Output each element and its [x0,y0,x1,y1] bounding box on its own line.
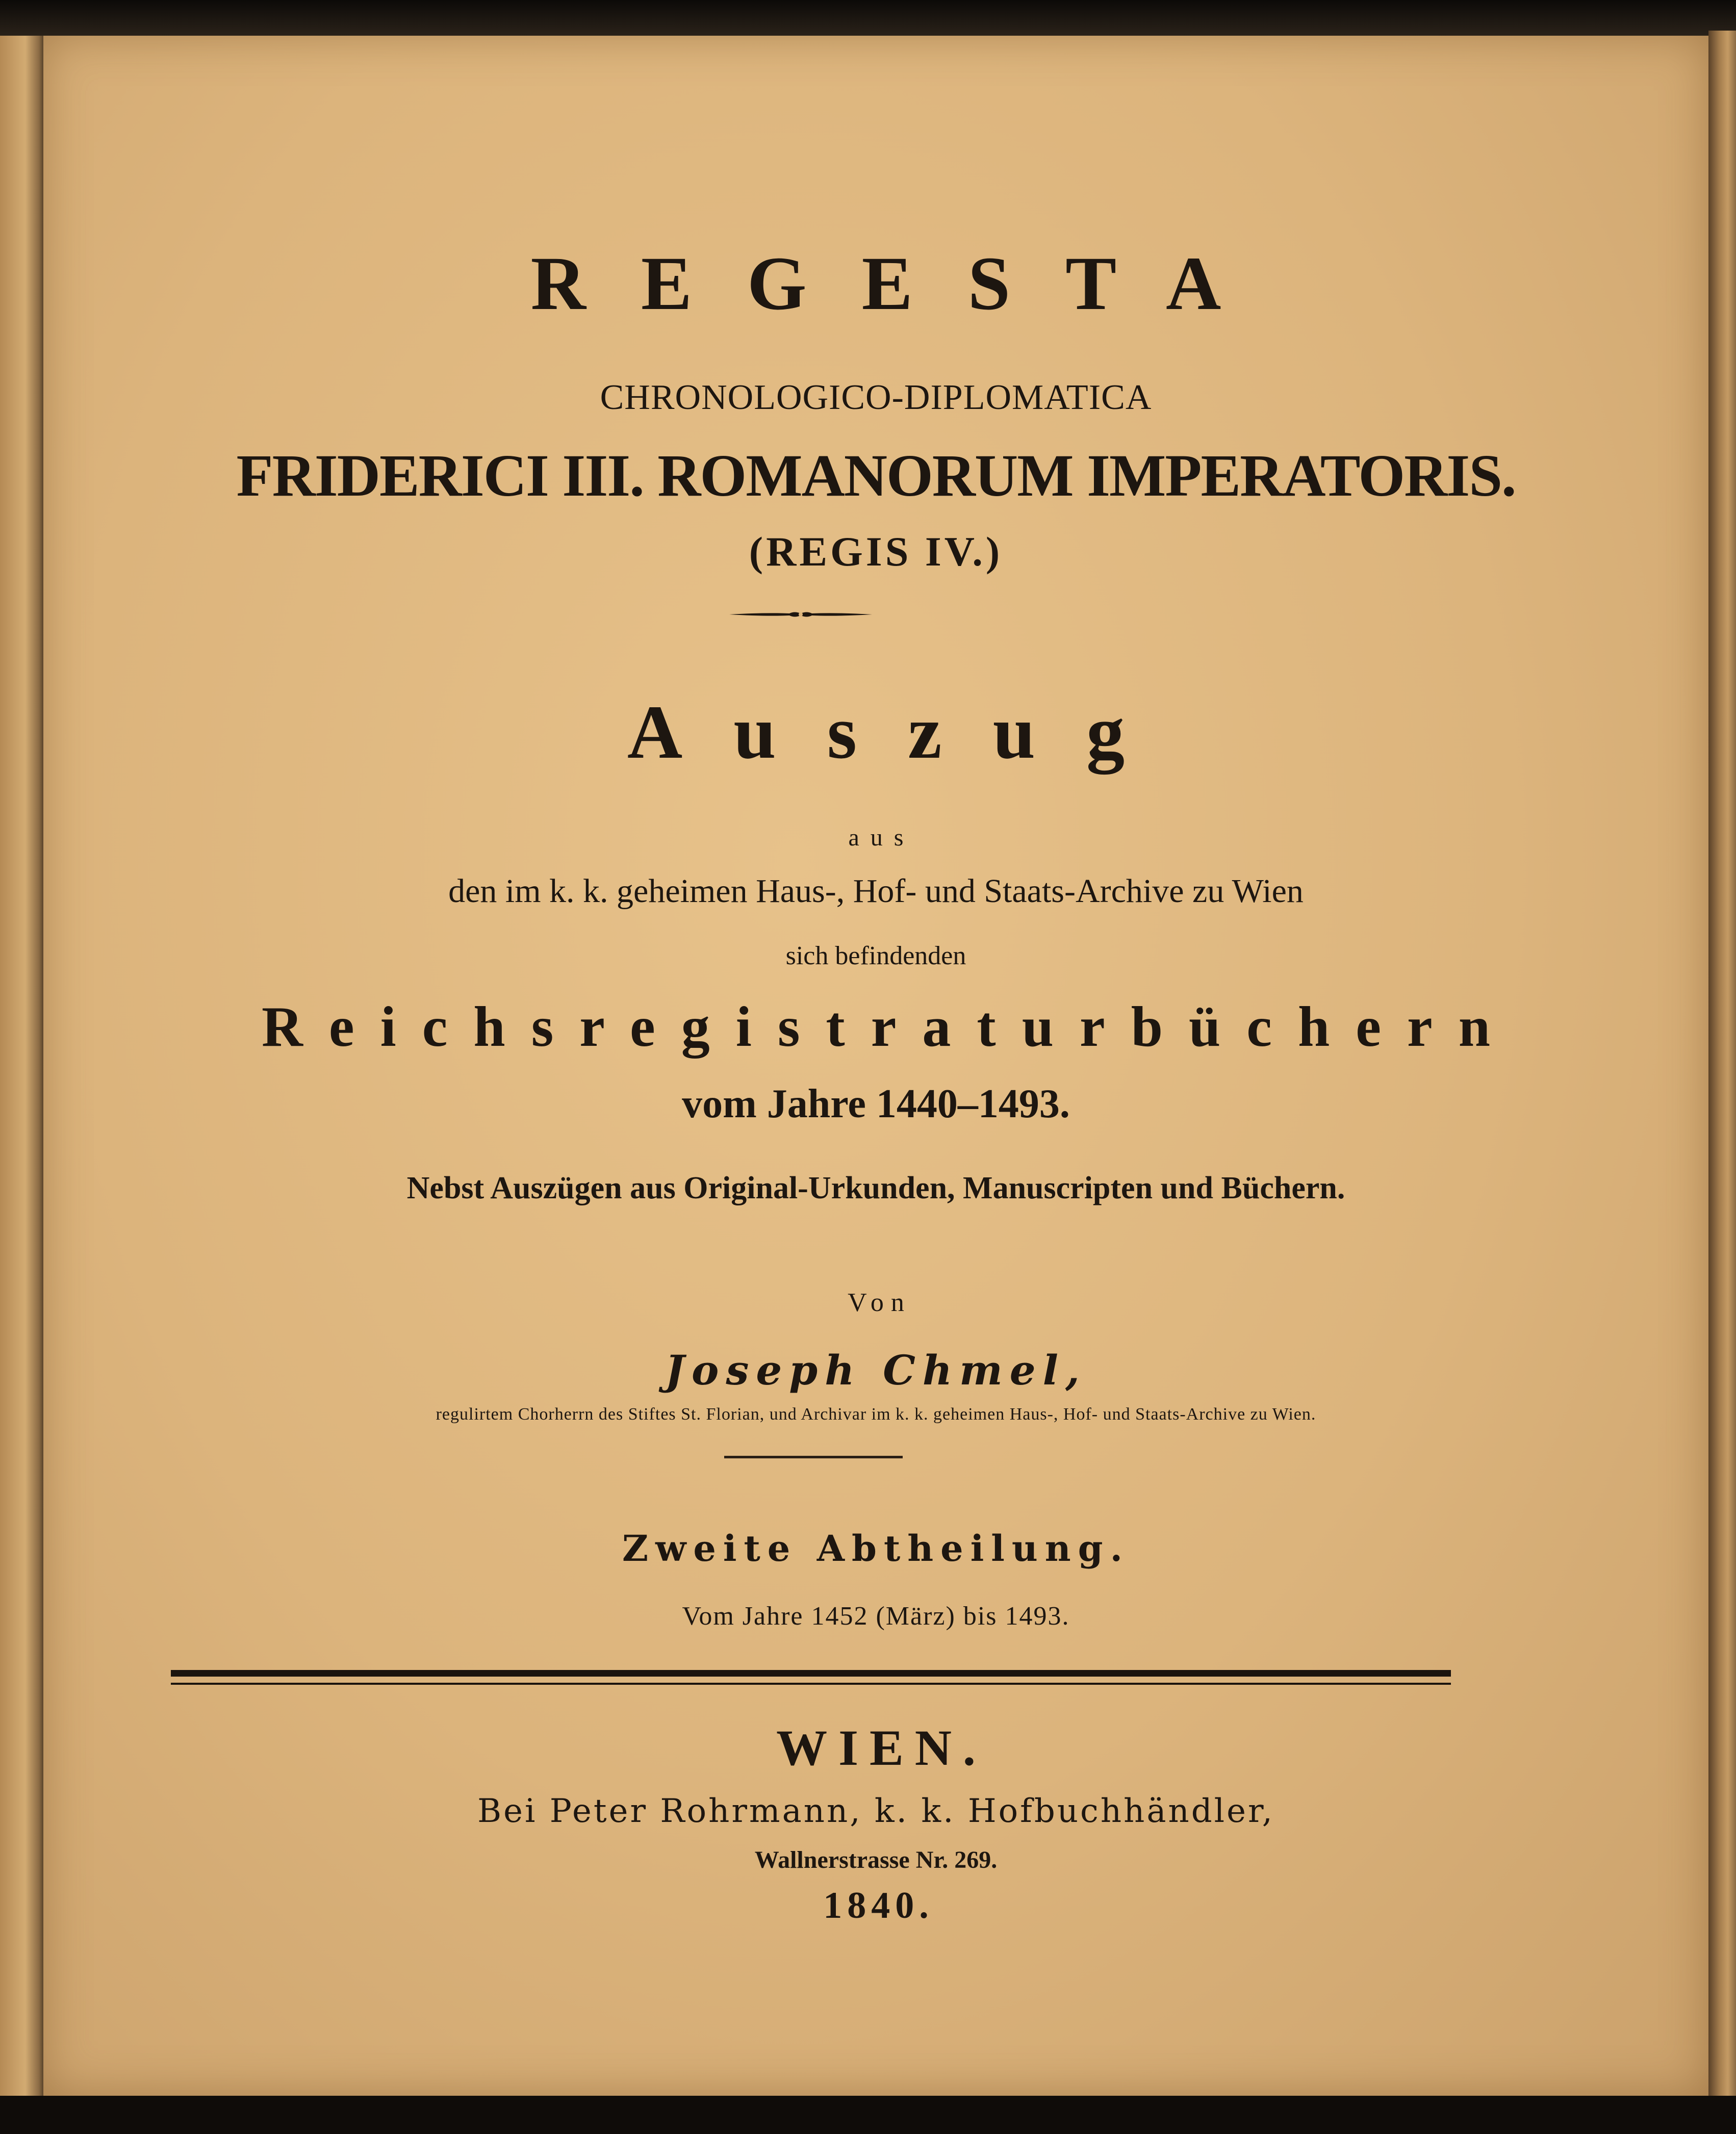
nebst-line: Nebst Auszügen aus Original-Urkunden, Manuscripten und Büchern. [406,1171,1345,1205]
double-rule-thick [171,1670,1451,1677]
left-page-edge [0,36,46,2134]
reichsregistratur-heading: Reichsregistraturbüchern [262,995,1516,1059]
regis-line: (REGIS IV.) [749,528,1003,575]
imprint-city: WIEN. [776,1719,987,1776]
auszug-heading: Auszug [627,690,1176,775]
imprint-address: Wallnerstrasse Nr. 269. [754,1846,998,1873]
main-title: REGESTA [530,241,1277,326]
befindenden-line: sich befindenden [785,941,966,970]
imprint-publisher: Bei Peter Rohrmann, k. k. Hofbuchhändler, [477,1792,1274,1830]
archive-line: den im k. k. geheimen Haus-, Hof- und Staats-Archive zu Wien [448,872,1304,910]
author-name: Joseph Chmel, [665,1346,1087,1394]
imprint-year: 1840. [823,1885,934,1926]
subject-line: FRIDERICI III. ROMANORUM IMPERATORIS. [236,442,1516,509]
author-title: regulirtem Chorherrn des Stiftes St. Florian, und Archivar im k. k. geheimen Haus-, Hof- und Staats-Archive zu Wien. [436,1405,1316,1424]
title-page [43,36,1708,2096]
book-binding-top [0,0,1736,36]
book-binding-bottom [0,2096,1736,2134]
ornament-divider [729,607,872,622]
double-rule-thin [171,1683,1451,1685]
volume-heading: Zweite Abtheilung. [622,1527,1130,1570]
short-rule [724,1456,903,1458]
von-line: Von [848,1288,911,1317]
year-range: vom Jahre 1440–1493. [682,1082,1070,1126]
aus-line: aus [848,824,915,851]
right-page-edge [1708,31,1736,2101]
subtitle: CHRONOLOGICO-DIPLOMATICA [600,378,1152,417]
volume-range: Vom Jahre 1452 (März) bis 1493. [682,1602,1070,1631]
